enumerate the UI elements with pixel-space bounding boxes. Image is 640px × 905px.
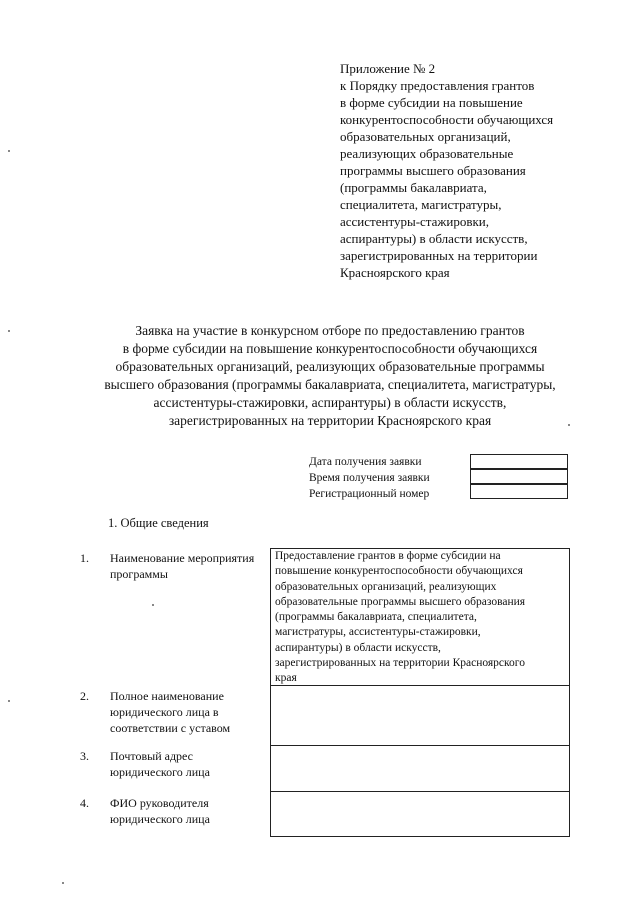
label-line: Полное наименование — [110, 689, 224, 703]
document-title — [60, 322, 600, 430]
scan-speck — [8, 150, 10, 152]
appendix-line: образовательных организаций, — [340, 129, 511, 144]
title-line: зарегистрированных на территории Красноярского края — [168, 413, 492, 428]
row-number: 3. — [80, 749, 89, 763]
row-number: 1. — [80, 551, 89, 565]
row-label-event-name — [110, 550, 270, 582]
title-line: в форме субсидии на повышение конкурентоспособности обучающихся — [122, 341, 538, 356]
title-line: образовательных организаций, реализующих образовательные программы — [115, 359, 545, 374]
event-name-value — [270, 548, 570, 686]
appendix-line: к Порядку предоставления грантов — [340, 78, 535, 93]
postal-address-field[interactable] — [270, 745, 570, 792]
scan-speck — [8, 700, 10, 702]
label-line: соответствии с уставом — [110, 721, 231, 735]
label-line: юридического лица — [110, 812, 210, 826]
title-line: ассистентуры-стажировки, аспирантуры) в области искусств, — [153, 395, 507, 410]
director-name-field[interactable] — [270, 791, 570, 837]
label-line: ФИО руководителя — [110, 796, 209, 810]
value-line: зарегистрированных на территории Красноярского — [275, 657, 525, 670]
registration-number-label: Регистрационный номер — [309, 488, 430, 500]
scan-speck — [8, 330, 10, 332]
appendix-line: Красноярского края — [340, 265, 450, 280]
value-line: края — [275, 672, 297, 685]
appendix-line: ассистентуры-стажировки, — [340, 214, 489, 229]
label-line: Наименование мероприятия — [110, 551, 255, 565]
scan-speck — [152, 604, 154, 606]
section-heading: 1. Общие сведения — [108, 516, 209, 530]
row-number: 4. — [80, 796, 89, 810]
value-line: повышение конкурентоспособности обучающихся — [275, 565, 523, 578]
value-line: образовательных организаций, реализующих — [275, 580, 497, 593]
value-line: (программы бакалавриата, специалитета, — [275, 611, 477, 624]
appendix-line: аспирантуры) в области искусств, — [340, 231, 528, 246]
receipt-date-field[interactable] — [470, 454, 568, 469]
receipt-time-field[interactable] — [470, 469, 568, 484]
value-line: Предоставление грантов в форме субсидии на — [275, 550, 501, 562]
label-line: Почтовый адрес — [110, 749, 194, 763]
receipt-time-label: Время получения заявки — [309, 472, 430, 484]
row-label-full-name — [110, 688, 270, 736]
receipt-date-label: Дата получения заявки — [309, 456, 422, 468]
value-line: аспирантуры) в области искусств, — [275, 641, 441, 654]
appendix-line: (программы бакалавриата, — [340, 180, 487, 195]
appendix-line: реализующих образовательные — [340, 146, 514, 161]
scan-speck — [568, 424, 570, 426]
appendix-reference — [340, 60, 620, 281]
label-line: программы — [110, 567, 168, 581]
scan-speck — [62, 882, 64, 884]
legal-entity-full-name-field[interactable] — [270, 685, 570, 746]
label-line: юридического лица в — [110, 705, 219, 719]
value-line: образовательные программы высшего образования — [275, 595, 526, 608]
value-line: магистратуры, ассистентуры-стажировки, — [275, 626, 481, 639]
appendix-line: Приложение № 2 — [340, 61, 436, 76]
row-label-postal-address — [110, 748, 270, 780]
appendix-line: специалитета, магистратуры, — [340, 197, 502, 212]
row-number: 2. — [80, 689, 89, 703]
label-line: юридического лица — [110, 765, 210, 779]
appendix-line: зарегистрированных на территории — [340, 248, 538, 263]
title-line: Заявка на участие в конкурсном отборе по предоставлению грантов — [135, 323, 525, 338]
appendix-line: конкурентоспособности обучающихся — [340, 112, 554, 127]
registration-number-field[interactable] — [470, 484, 568, 499]
title-line: высшего образования (программы бакалавриата, специалитета, магистратуры, — [104, 377, 556, 392]
appendix-line: программы высшего образования — [340, 163, 526, 178]
appendix-line: в форме субсидии на повышение — [340, 95, 523, 110]
row-label-director-name — [110, 795, 270, 827]
